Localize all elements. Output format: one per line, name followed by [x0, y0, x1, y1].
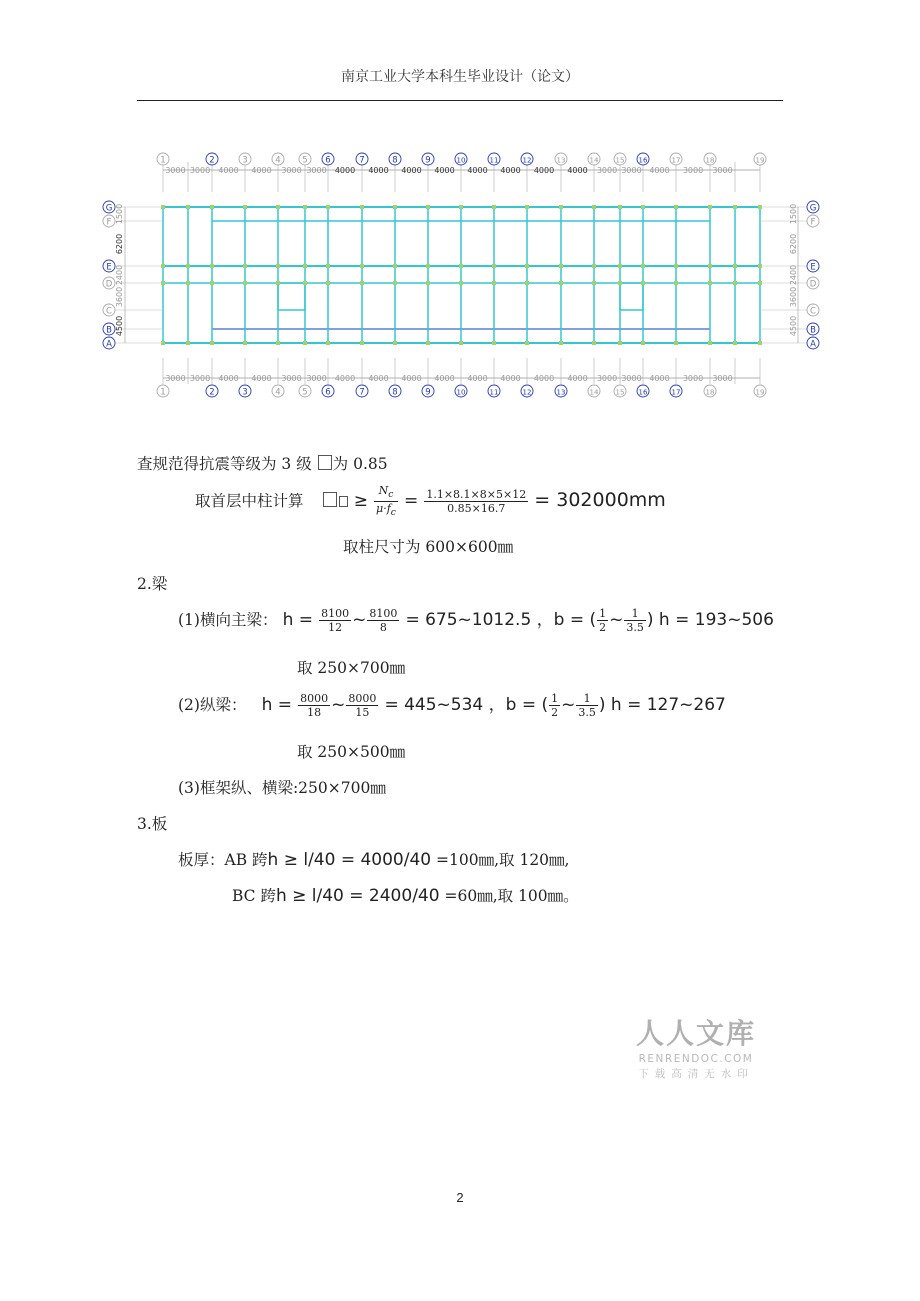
left-axis-label: G: [105, 203, 113, 214]
header-rule: [137, 100, 783, 101]
bottom-spacing-label: 4000: [368, 374, 389, 383]
column-node: [326, 205, 330, 209]
top-spacing-label: 4000: [649, 166, 670, 175]
tilde: ~: [561, 695, 576, 715]
nc-symbol: N: [378, 484, 389, 497]
bottom-spacing-label: 3000: [621, 374, 642, 383]
top-axis-label: 15: [615, 156, 625, 165]
bottom-spacing-label: 4000: [467, 374, 488, 383]
bottom-axis-label: 10: [456, 388, 466, 397]
column-calc-label: 取首层中柱计算: [195, 492, 304, 511]
page-header: 南京工业大学本科生毕业设计（论文）: [341, 69, 579, 85]
beam2-frac3-den: 2: [551, 706, 559, 719]
left-axis-label: E: [106, 262, 112, 273]
right-axis-label: F: [810, 217, 816, 228]
column-node: [186, 264, 190, 268]
top-axis-label: 3: [242, 155, 248, 166]
beam1-frac2: [367, 607, 399, 634]
column-node: [708, 205, 712, 209]
beam2-line: [178, 690, 726, 719]
column-node: [492, 341, 496, 345]
right-dim-label: 1500: [789, 203, 798, 225]
column-node: [276, 341, 280, 345]
column-node: [186, 205, 190, 209]
tilde: ~: [352, 610, 367, 630]
column-node: [674, 205, 678, 209]
column-node: [326, 341, 330, 345]
right-dim-label: 2400: [789, 264, 798, 286]
beam2-h: h =: [261, 695, 292, 715]
top-spacing-label: 4000: [533, 166, 555, 175]
beam2-frac1: [298, 692, 330, 719]
ge-sign: ≥: [353, 491, 368, 512]
column-node: [618, 205, 622, 209]
right-dim-label: 6200: [789, 233, 798, 255]
bottom-axis-label: 14: [589, 388, 599, 397]
top-axis-label: 14: [589, 156, 599, 165]
top-spacing-label: 3000: [165, 166, 186, 175]
column-node: [525, 264, 529, 268]
bottom-spacing-label: 4000: [434, 374, 455, 383]
beam1-h: h =: [282, 610, 313, 630]
missing-glyph-icon: [323, 492, 337, 507]
column-size-line: 取柱尺寸为 600×600㎜: [343, 538, 514, 556]
beam1-frac2-den: 8: [379, 621, 387, 634]
beam1-frac4-num: 1: [624, 607, 646, 621]
bottom-axis-label: 7: [359, 387, 365, 398]
bottom-spacing-label: 4000: [251, 374, 272, 383]
slab2-label: BC 跨: [232, 887, 276, 905]
beam2-frac2-den: 15: [355, 706, 370, 719]
right-axis-label: D: [809, 279, 817, 290]
column-node: [276, 205, 280, 209]
column-node: [303, 281, 307, 285]
bottom-axis-label: 11: [489, 388, 499, 397]
top-axis-label: 16: [638, 156, 648, 165]
bottom-axis-label: 12: [522, 388, 532, 397]
bottom-spacing-label: 3000: [281, 374, 302, 383]
right-axis-label: G: [809, 203, 817, 214]
column-node: [303, 205, 307, 209]
column-node: [210, 205, 214, 209]
column-node: [492, 264, 496, 268]
column-node: [276, 281, 280, 285]
column-node: [592, 264, 596, 268]
bottom-axis-label: 5: [302, 387, 308, 398]
column-node: [674, 264, 678, 268]
column-fraction: [424, 488, 528, 515]
bottom-spacing-label: 3000: [712, 374, 733, 383]
column-node: [592, 205, 596, 209]
right-axis-label: A: [810, 339, 816, 350]
column-calc-line: [195, 484, 666, 519]
left-axis-label: A: [106, 339, 112, 350]
top-spacing-label: 4000: [401, 166, 422, 175]
top-axis-label: 8: [392, 155, 398, 166]
top-axis-label: 13: [556, 156, 566, 165]
column-node: [360, 264, 364, 268]
column-node: [641, 341, 645, 345]
column-node: [186, 281, 190, 285]
top-spacing-label: 4000: [218, 166, 239, 175]
column-node: [459, 205, 463, 209]
beam2-frac4-den: 3.5: [578, 706, 596, 719]
bottom-spacing-label: 3000: [596, 374, 618, 383]
beam1-frac1-den: 12: [328, 621, 343, 634]
structural-floor-plan: [100, 148, 820, 403]
bottom-axis-label: 15: [615, 388, 625, 397]
top-axis-label: 11: [489, 156, 499, 165]
missing-glyph-icon: [339, 496, 348, 507]
bottom-spacing-label: 4000: [500, 374, 521, 383]
top-spacing-label: 3000: [682, 166, 704, 175]
bottom-axis-label: 18: [705, 388, 715, 397]
column-node: [360, 205, 364, 209]
column-node: [459, 264, 463, 268]
beam1-bres: ) h = 193~506: [646, 610, 774, 630]
beam1-frac3-den: 2: [599, 621, 607, 634]
slab2-tail: =60㎜,取 100㎜。: [439, 887, 579, 905]
column-node: [559, 341, 563, 345]
column-node: [243, 341, 247, 345]
beam2-take: 取 250×500㎜: [297, 743, 406, 761]
tilde: ~: [609, 610, 624, 630]
column-node: [559, 281, 563, 285]
column-node: [733, 205, 737, 209]
beam2-hres: = 445~534 ，b = (: [384, 695, 549, 715]
column-node: [733, 264, 737, 268]
top-axis-label: 6: [325, 155, 331, 166]
column-node: [618, 341, 622, 345]
beam2-frac2: [346, 692, 378, 719]
bottom-spacing-label: 3000: [682, 374, 704, 383]
top-spacing-label: 3000: [712, 166, 733, 175]
column-node: [674, 281, 678, 285]
beam1-frac4: [624, 607, 646, 634]
bottom-spacing-label: 4000: [334, 374, 356, 383]
beam2-frac4-num: 1: [576, 692, 598, 706]
top-spacing-label: 4000: [500, 166, 521, 175]
column-node: [618, 281, 622, 285]
bottom-axis-label: 9: [425, 387, 431, 398]
top-spacing-label: 4000: [368, 166, 389, 175]
seismic-grade-line: [137, 452, 388, 474]
beam2-frac3-num: 1: [551, 692, 559, 705]
column-node: [559, 264, 563, 268]
column-node: [674, 341, 678, 345]
column-node: [733, 281, 737, 285]
right-dim-label: 3600: [789, 286, 798, 308]
right-axis-label: E: [810, 262, 816, 273]
column-node: [276, 264, 280, 268]
seismic-grade-tail: 为 0.85: [332, 455, 388, 473]
column-node: [393, 264, 397, 268]
column-node: [426, 205, 430, 209]
bottom-spacing-label: 4000: [649, 374, 670, 383]
column-node: [641, 281, 645, 285]
left-dim-label: 1500: [115, 203, 124, 225]
beam2-frac4: [576, 692, 598, 719]
column-node: [559, 205, 563, 209]
mufc-sub: c: [390, 507, 396, 519]
column-fraction-den: 0.85×16.7: [447, 502, 506, 516]
beam2-bres: ) h = 127~267: [598, 695, 726, 715]
column-node: [459, 341, 463, 345]
beam2-frac2-num: 8000: [348, 692, 377, 705]
beam1-frac1: [319, 607, 351, 634]
slab1-line: [178, 848, 569, 870]
watermark: [636, 1012, 756, 1081]
beam2-frac1-den: 18: [307, 706, 322, 719]
column-node: [492, 205, 496, 209]
bottom-spacing-label: 3000: [306, 374, 327, 383]
column-node: [243, 281, 247, 285]
column-node: [641, 264, 645, 268]
beam2-frac3: [549, 692, 560, 719]
top-axis-label: 1: [160, 155, 166, 166]
column-node: [426, 281, 430, 285]
column-node: [326, 281, 330, 285]
left-dim-label: 2400: [115, 264, 124, 286]
left-dim-label: 3600: [115, 286, 124, 308]
left-axis-label: B: [106, 325, 112, 336]
left-axis-label: D: [105, 279, 113, 290]
section-slab-heading: 3.板: [137, 815, 168, 833]
bottom-spacing-label: 4000: [567, 374, 588, 383]
top-axis-label: 17: [671, 156, 681, 165]
watermark-domain: RENRENDOC.COM: [638, 1053, 754, 1065]
column-node: [525, 205, 529, 209]
bottom-spacing-label: 4000: [218, 374, 239, 383]
top-spacing-label: 3000: [621, 166, 642, 175]
column-node: [618, 264, 622, 268]
slab2-line: [232, 884, 579, 906]
bottom-axis-label: 4: [275, 387, 281, 398]
column-node: [426, 264, 430, 268]
column-node: [525, 341, 529, 345]
column-calc-result: = 302000mm: [534, 489, 666, 512]
column-node: [641, 205, 645, 209]
top-axis-label: 7: [359, 155, 365, 166]
bottom-spacing-label: 3000: [189, 374, 211, 383]
stair-opening-right: [620, 283, 643, 310]
bottom-axis-label: 17: [671, 388, 681, 397]
top-axis-label: 10: [456, 156, 466, 165]
column-node: [492, 281, 496, 285]
top-spacing-label: 4000: [467, 166, 488, 175]
right-dim-label: 4500: [789, 315, 798, 337]
column-node: [210, 341, 214, 345]
beam1-frac4-den: 3.5: [626, 621, 644, 634]
beam2-frac1-num: 8000: [300, 692, 329, 705]
right-axis-label: B: [810, 325, 816, 336]
bottom-axis-label: 1: [160, 387, 166, 398]
left-dim-label: 4500: [115, 315, 124, 337]
watermark-logo: 人人文库: [636, 1017, 757, 1050]
beam1-frac3-num: 1: [599, 607, 607, 620]
beam1-take: 取 250×700㎜: [297, 659, 406, 677]
column-node: [393, 205, 397, 209]
left-axis-label: F: [106, 217, 112, 228]
right-axis-label: C: [810, 306, 816, 317]
plan-grid: [110, 162, 808, 384]
column-node: [393, 341, 397, 345]
column-node: [525, 281, 529, 285]
top-axis-label: 12: [522, 156, 532, 165]
top-axis-label: 2: [209, 155, 215, 166]
stair-opening-left: [278, 283, 305, 310]
column-node: [592, 281, 596, 285]
column-node: [733, 341, 737, 345]
bottom-axis-label: 2: [209, 387, 215, 398]
beam1-hres: = 675~1012.5 ，b = (: [405, 610, 597, 630]
top-axis-label: 9: [425, 155, 431, 166]
top-spacing-label: 4000: [567, 166, 588, 175]
column-node: [708, 264, 712, 268]
bottom-axis-label: 13: [556, 388, 566, 397]
column-node: [393, 281, 397, 285]
beam1-frac3: [597, 607, 608, 634]
column-node: [210, 264, 214, 268]
mufc-symbol: μ·f: [376, 502, 391, 516]
eq-sign: =: [404, 491, 419, 512]
column-node: [243, 205, 247, 209]
top-axis-label: 5: [302, 155, 308, 166]
column-node: [708, 281, 712, 285]
nc-over-mufc: [374, 484, 398, 519]
beam1-line: [178, 605, 774, 634]
tilde: ~: [331, 695, 346, 715]
slab1-label: 板厚：AB 跨: [178, 851, 268, 869]
top-axis-label: 18: [705, 156, 715, 165]
beam3-line: (3)框架纵、横梁:250×700㎜: [178, 779, 386, 797]
column-node: [186, 341, 190, 345]
slab1-tail: =100㎜,取 120㎜,: [431, 851, 570, 869]
column-fraction-num: 1.1×8.1×8×5×12: [426, 488, 527, 502]
column-node: [459, 281, 463, 285]
top-spacing-label: 3000: [281, 166, 302, 175]
column-node: [326, 264, 330, 268]
slab2-math: h ≥ l/40 = 2400/40: [275, 886, 440, 906]
left-dim-label: 6200: [115, 233, 124, 255]
missing-glyph-icon: [318, 455, 332, 470]
beam1-label: (1)横向主梁：: [178, 611, 278, 629]
seismic-grade-text: 查规范得抗震等级为 3 级: [137, 455, 317, 473]
bottom-axis-label: 3: [242, 387, 248, 398]
top-spacing-label: 3000: [596, 166, 618, 175]
top-spacing-label: 3000: [306, 166, 327, 175]
top-spacing-label: 4000: [251, 166, 272, 175]
beam1-frac1-num: 8100: [321, 607, 350, 620]
top-axis-label: 19: [755, 156, 765, 165]
top-spacing-label: 4000: [434, 166, 455, 175]
bottom-spacing-label: 4000: [401, 374, 422, 383]
bottom-spacing-label: 3000: [165, 374, 186, 383]
bottom-spacing-label: 4000: [533, 374, 555, 383]
bottom-axis-label: 6: [325, 387, 331, 398]
beam2-label: (2)纵梁：: [178, 696, 247, 714]
column-node: [303, 264, 307, 268]
page-number: 2: [456, 1190, 464, 1205]
slab1-math: h ≥ l/40 = 4000/40: [267, 850, 432, 870]
section-beam-heading: 2.梁: [137, 575, 168, 593]
top-axis-label: 4: [275, 155, 281, 166]
bottom-axis-label: 8: [392, 387, 398, 398]
column-node: [360, 341, 364, 345]
column-node: [210, 281, 214, 285]
column-node: [303, 341, 307, 345]
left-axis-label: C: [106, 306, 112, 317]
beam1-frac2-num: 8100: [369, 607, 398, 620]
nc-sub: c: [388, 489, 394, 501]
column-node: [426, 341, 430, 345]
column-node: [243, 264, 247, 268]
watermark-sub: 下载高清无水印: [638, 1068, 754, 1080]
top-spacing-label: 3000: [189, 166, 211, 175]
bottom-axis-label: 16: [638, 388, 648, 397]
bottom-axis-label: 19: [755, 388, 765, 397]
column-node: [360, 281, 364, 285]
top-spacing-label: 4000: [334, 166, 356, 175]
column-node: [592, 341, 596, 345]
column-node: [708, 341, 712, 345]
